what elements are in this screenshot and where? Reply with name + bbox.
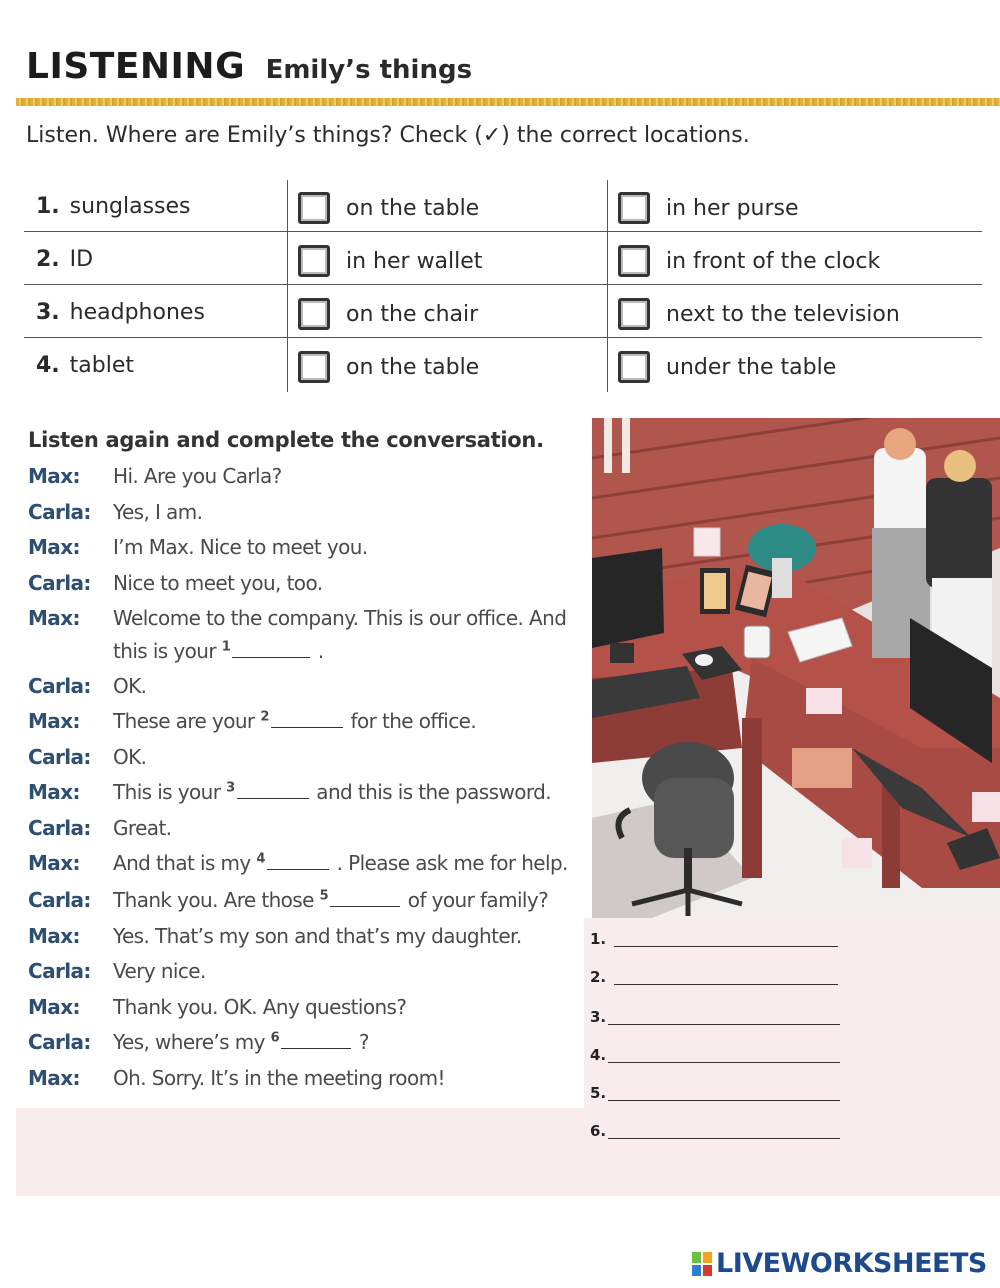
- speaker: Max:: [28, 851, 80, 875]
- option-1[interactable]: on the chair: [298, 298, 478, 330]
- office-illustration-svg: [592, 418, 1000, 918]
- answer-blank[interactable]: [237, 783, 309, 799]
- answer-blank[interactable]: [232, 642, 310, 658]
- checkbox[interactable]: [298, 351, 330, 383]
- speaker: Carla:: [28, 745, 91, 769]
- office-illustration: [592, 418, 1000, 918]
- option-1[interactable]: on the table: [298, 192, 479, 224]
- option-2[interactable]: under the table: [618, 351, 836, 383]
- instruction-text: Listen. Where are Emily’s things? Check (✓) the correct locations.: [26, 123, 750, 148]
- speaker: Max:: [28, 709, 80, 733]
- option-2[interactable]: next to the television: [618, 298, 900, 330]
- page-title: LISTENING: [26, 46, 246, 87]
- page-subtitle: Emily’s things: [265, 55, 473, 85]
- liveworksheets-logo-icon: [692, 1252, 712, 1276]
- table-row: [24, 286, 982, 338]
- conversation-title: Listen again and complete the conversation.: [28, 428, 544, 452]
- answer-blank[interactable]: [281, 1033, 351, 1049]
- option-2[interactable]: in front of the clock: [618, 245, 880, 277]
- checkbox[interactable]: [298, 298, 330, 330]
- answer-blank[interactable]: [271, 712, 343, 728]
- speaker: Carla:: [28, 959, 91, 983]
- page-header: [26, 46, 472, 87]
- checkbox[interactable]: [618, 192, 650, 224]
- table-row: [24, 233, 982, 285]
- option-1[interactable]: on the table: [298, 351, 479, 383]
- speaker: Max:: [28, 1066, 80, 1090]
- item-label: 3. headphones: [36, 300, 205, 325]
- option-2[interactable]: in her purse: [618, 192, 799, 224]
- checkbox[interactable]: [298, 245, 330, 277]
- item-label: 4. tablet: [36, 353, 135, 378]
- speaker: Max:: [28, 924, 80, 948]
- answer-blank[interactable]: [267, 854, 329, 870]
- footer-brand: [692, 1248, 987, 1279]
- table-divider: [287, 180, 288, 392]
- conversation-panel: Listen again and complete the conversation. Max: Hi. Are you Carla? Carla: Yes, I am. Max: I’m Max. Nice to meet you. Carla: Nice to meet you, too. Max: Welcome to the company. This is our office. And this is your $^1$ . Carla: OK. Max: These are your $^2$ for the office. Carla: OK. Max: This is your $^3$ and this is the password. Carla: Great. Max: And that is my $^4$ . Please ask me for help. Carla: Thank you. Are those $^5$ of your family? Max: Yes. That’s my son and that’s my daughter. Carla: Very nice. Max: Thank you. OK. Any questions? Carla: Yes, where’s my $^6$ ? Max: Oh. Sorry. It’s in the meeting room!: [16, 418, 584, 1108]
- answer-line[interactable]: 1.: [590, 930, 606, 948]
- speaker: Max:: [28, 995, 80, 1019]
- checkbox[interactable]: [618, 298, 650, 330]
- item-label: 1. sunglasses: [36, 194, 191, 219]
- answer-line[interactable]: 3.: [590, 1008, 606, 1026]
- speaker: Max:: [28, 780, 80, 804]
- locations-table: [24, 180, 982, 392]
- speaker: Carla:: [28, 571, 91, 595]
- answer-line[interactable]: 4.: [590, 1046, 606, 1064]
- answer-line[interactable]: 5.: [590, 1084, 606, 1102]
- speaker: Carla:: [28, 500, 91, 524]
- table-row: [24, 180, 982, 232]
- option-1[interactable]: in her wallet: [298, 245, 482, 277]
- checkbox[interactable]: [618, 245, 650, 277]
- bottom-area: [16, 1108, 1000, 1196]
- header-divider: [16, 98, 1000, 106]
- speaker: Max:: [28, 606, 80, 630]
- answer-line[interactable]: 6.: [590, 1122, 606, 1140]
- checkbox[interactable]: [298, 192, 330, 224]
- speaker: Max:: [28, 464, 80, 488]
- checkbox[interactable]: [618, 351, 650, 383]
- speaker: Carla:: [28, 888, 91, 912]
- speaker: Carla:: [28, 674, 91, 698]
- answer-line[interactable]: 2.: [590, 968, 606, 986]
- item-label: 2. ID: [36, 247, 94, 272]
- speaker: Max:: [28, 535, 80, 559]
- table-row: [24, 339, 982, 391]
- speaker: Carla:: [28, 1030, 91, 1054]
- answer-blank[interactable]: [330, 891, 400, 907]
- brand-text: LIVEWORKSHEETS: [716, 1248, 987, 1279]
- table-divider: [607, 180, 608, 392]
- speaker: Carla:: [28, 816, 91, 840]
